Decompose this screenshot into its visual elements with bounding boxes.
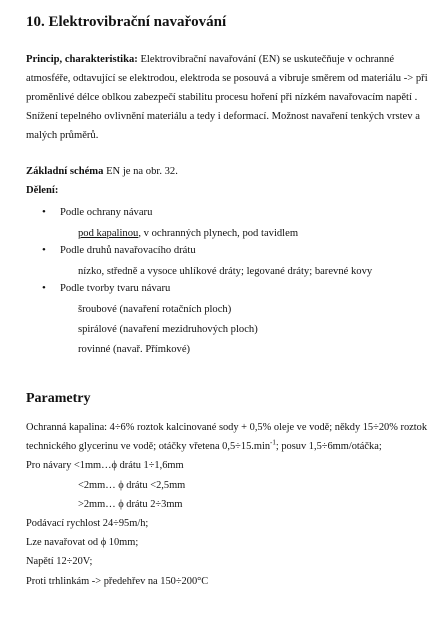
list-subitem — [26, 300, 431, 320]
superscript: -1 — [270, 438, 276, 447]
parameters-block — [26, 418, 434, 591]
wire-row: Pro návary <1mm…ϕ drátu 1÷1,6mm — [26, 460, 184, 472]
list-item — [26, 282, 431, 300]
bullet-icon: • — [42, 206, 46, 218]
voltage: Napětí 12÷20V; — [26, 556, 93, 568]
subitem-text: šroubové (navaření rotačních ploch) — [78, 304, 232, 315]
intro-text: Elektrovibrační navařování (EN) se uskutečňuje v ochranné atmosféře, odtavující se elektrodou, elektroda se posouvá a vibruje směrem od materiálu -> při proměnlivé délce oblkou zabezpečí stabilitu procesu hoření při nízkém navařovacím napětí . Snížení tepelného ovlivnění materiálu a tedy i deformací. Možnost navaření tenkých vrstev a malých průměrů. — [26, 54, 428, 141]
list-subitem — [26, 340, 431, 360]
subitem-text: , v ochranných plynech, pod tavidlem — [138, 228, 299, 239]
min-diameter: Lze navařovat od ϕ 10mm; — [26, 537, 139, 549]
schema-label: Základní schéma — [26, 166, 104, 177]
intro-label: Princip, charakteristika: — [26, 54, 138, 65]
schema-text: EN je na obr. 32. — [103, 166, 178, 177]
intro-paragraph — [26, 50, 431, 145]
list-subitem — [26, 262, 431, 282]
wire-row: <2mm… ϕ drátu <2,5mm — [78, 479, 186, 491]
preheat: Proti trhlinkám -> předehřev na 150÷200°C — [26, 575, 209, 587]
parameters-paragraph — [26, 418, 434, 456]
list-item-title: Podle tvorby tvaru návaru — [60, 283, 171, 294]
parameters-text-tail: ; posuv 1,5÷6mm/otáčka; — [275, 441, 382, 453]
list-item — [26, 244, 431, 262]
page-title: 10. Elektrovibrační navařování — [26, 14, 227, 30]
list-subitem — [26, 320, 431, 340]
parameters-text: Ochranná kapalina: 4÷6% roztok kalcinované sody + 0,5% oleje ve vodě; někdy 15÷20% roztok technického glycerinu ve vodě; otáčky vřetena 0,5÷15.min — [26, 422, 428, 453]
bullet-icon: • — [42, 282, 46, 294]
list-item-title: Podle druhů navařovacího drátu — [60, 245, 196, 256]
subitem-text: nízko, středně a vysoce uhlíkové dráty; legované dráty; barevné kovy — [78, 266, 373, 277]
schema-line — [26, 166, 178, 177]
subitem-text: rovinné (navař. Přímkové) — [78, 344, 191, 355]
division-label: Dělení: — [26, 185, 59, 196]
bullet-icon: • — [42, 244, 46, 256]
list-item-title: Podle ochrany návaru — [60, 207, 153, 218]
list-item — [26, 206, 431, 224]
division-list — [26, 206, 431, 360]
underlined-text: pod kapalinou — [78, 228, 139, 239]
wire-row: >2mm… ϕ drátu 2÷3mm — [78, 498, 183, 510]
feed-rate: Podávací rychlost 24÷95m/h; — [26, 517, 149, 529]
section-heading: Parametry — [26, 391, 91, 406]
list-subitem — [26, 224, 431, 244]
subitem-text: spirálové (navaření mezidruhových ploch) — [78, 324, 258, 335]
